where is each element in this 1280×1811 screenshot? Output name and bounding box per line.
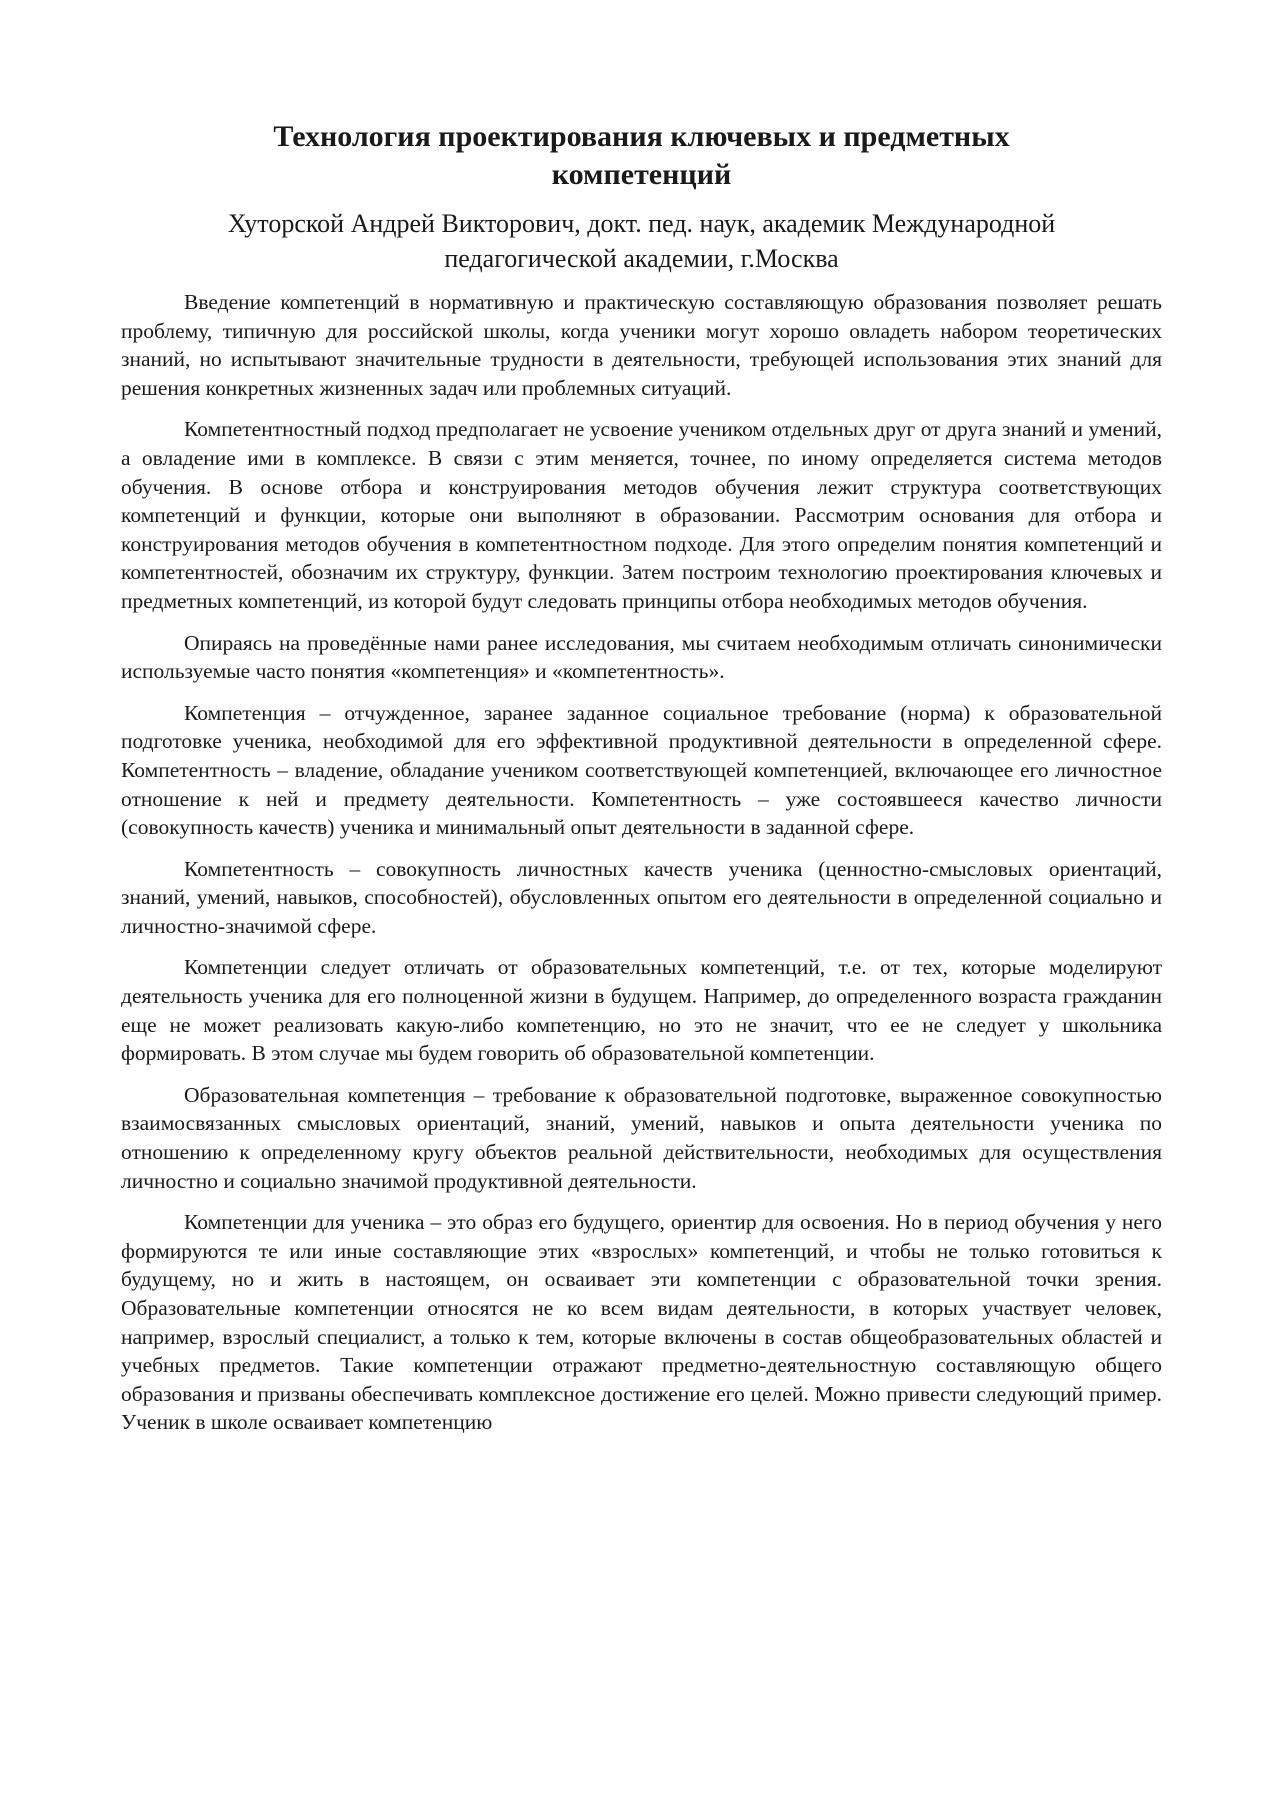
paragraph-5: Компетентность – совокупность личностных качеств ученика (ценностно-смысловых ориентаций, знаний, умений, навыков, способностей), обусловленных опытом его деятельности в определенной социально и личностно-значимой сфере. xyxy=(121,856,1162,938)
paragraph-1: Введение компетенций в нормативную и практическую составляющую образования позволяет решать проблему, типичную для российской школы, когда ученики могут хорошо овладеть набором теоретических знаний, но испытывают значительные трудности в деятельности, требующей использования этих знаний для решения конкретных жизненных задач или проблемных ситуаций. xyxy=(121,290,1162,400)
paragraph-8: Компетенции для ученика – это образ его будущего, ориентир для освоения. Но в период обучения у него формируются те или иные составляющие этих «взрослых» компетенций, и чтобы не только готовиться к будущему, но и жить в настоящем, он осваивает эти компетенции с образовательной точки зрения. Образовательные компетенции относятся не ко всем видам деятельности, в которых участвует человек, например, взрослый специалист, а только к тем, которые включены в состав общеобразовательных областей и учебных предметов. Такие компетенции отражают предметно-деятельностную составляющую общего образования и призваны обеспечивать комплексное достижение его целей. Можно привести следующий пример. Ученик в школе осваивает компетенцию xyxy=(121,1210,1162,1435)
document-page xyxy=(121,118,1162,1450)
paragraph-7: Образовательная компетенция – требование к образовательной подготовке, выраженное совокупностью взаимосвязанных смысловых ориентаций, знаний, умений, навыков и опыта деятельности ученика по отношению к определенному кругу объектов реальной действительности, необходимых для осуществления личностно и социально значимой продуктивной деятельности. xyxy=(121,1082,1162,1193)
paragraph-4: Компетенция – отчужденное, заранее заданное социальное требование (норма) к образовательной подготовке ученика, необходимой для его эффективной продуктивной деятельности в определенной сфере. Компетентность – владение, обладание учеником соответствующей компетенцией, включающее его личностное отношение к ней и предмету деятельности. Компетентность – уже состоявшееся качество личности (совокупность качеств) ученика и минимальный опыт деятельности в заданной сфере. xyxy=(121,700,1162,840)
paragraph-3: Опираясь на проведённые нами ранее исследования, мы считаем необходимым отличать синонимически используемые часто понятия «компетенция» и «компетентность». xyxy=(121,630,1162,684)
author-line: Хуторской Андрей Викторович, докт. пед. наук, академик Международной педагогической академии, г.Москва xyxy=(227,209,1056,273)
paragraph-2: Компетентностный подход предполагает не усвоение учеником отдельных друг от друга знаний и умений, а овладение ими в комплексе. В связи с этим меняется, точнее, по иному определяется система методов обучения. В основе отбора и конструирования методов обучения лежит структура соответствующих компетенций и функции, которые они выполняют в образовании. Рассмотрим основания для отбора и конструирования методов обучения в компетентностном подходе. Для этого определим понятия компетенций и компетентностей, обозначим их структуру, функции. Затем построим технологию проектирования ключевых и предметных компетенций, из которой будут следовать принципы отбора необходимых методов обучения. xyxy=(121,417,1162,613)
document-title: Технология проектирования ключевых и предметных компетенций xyxy=(273,120,1010,191)
paragraph-6: Компетенции следует отличать от образовательных компетенций, т.е. от тех, которые моделируют деятельность ученика для его полноценной жизни в будущем. Например, до определенного возраста гражданин еще не может реализовать какую-либо компетенцию, но это не значит, что ее не следует у школьника формировать. В этом случае мы будем говорить об образовательной компетенции. xyxy=(121,955,1162,1066)
